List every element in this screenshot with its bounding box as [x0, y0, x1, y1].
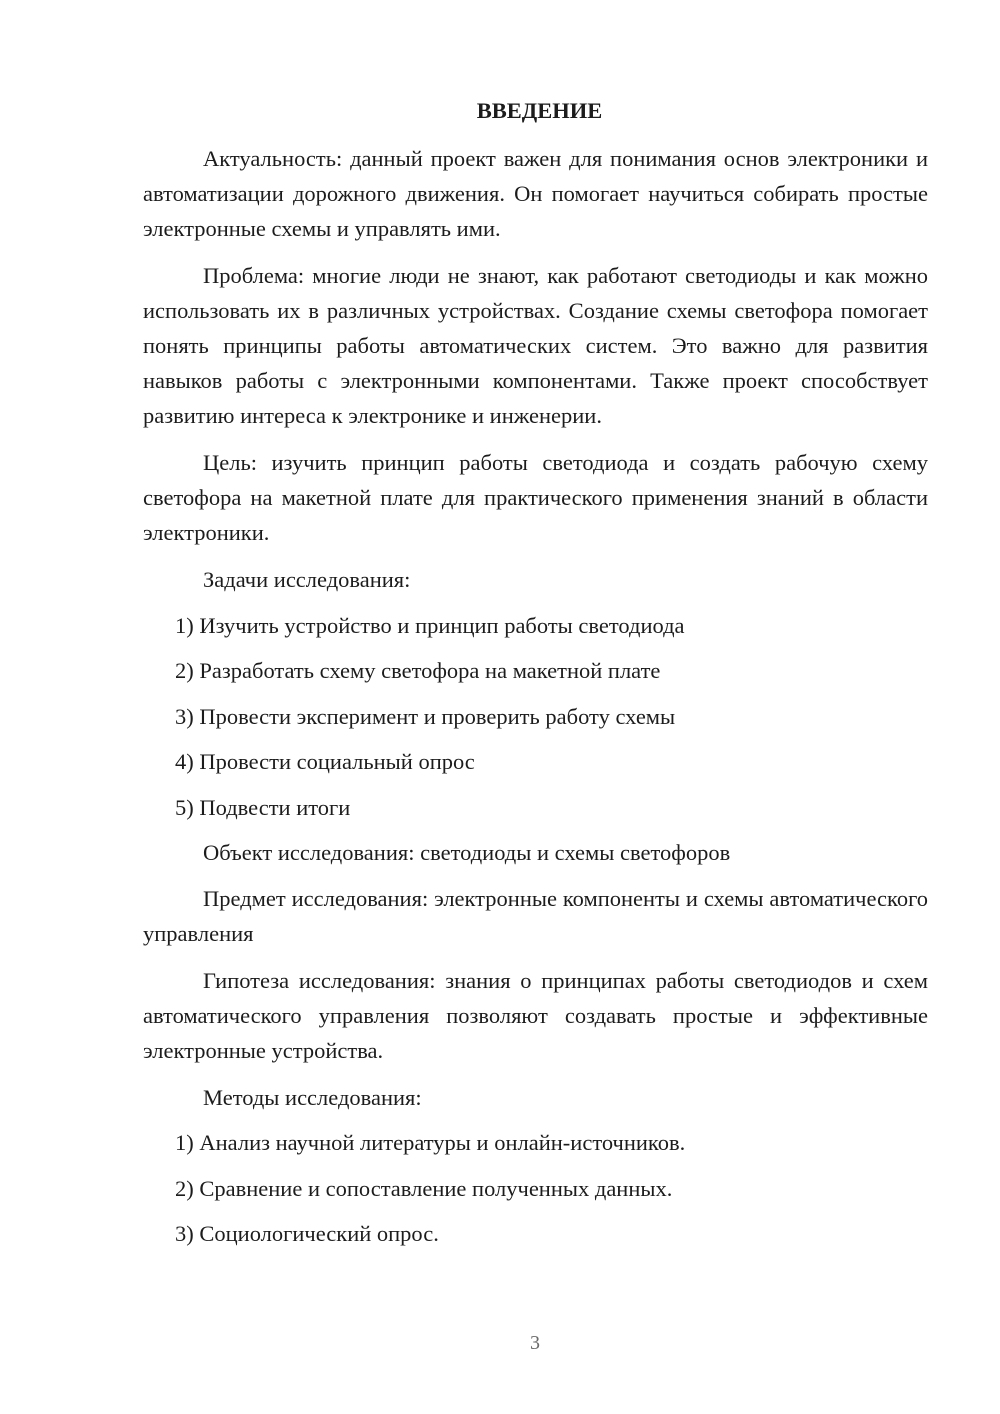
methods-heading: Методы исследования: — [203, 1084, 422, 1110]
task-item-1: 1) Изучить устройство и принцип работы светодиода — [175, 612, 685, 638]
method-item-1: 1) Анализ научной литературы и онлайн-источников. — [175, 1130, 686, 1155]
object-line: Объект исследования: светодиоды и схемы светофоров — [203, 840, 731, 865]
tasks-heading: Задачи исследования: — [203, 567, 411, 592]
task-item-2: 2) Разработать схему светофора на макетной плате — [175, 658, 661, 683]
method-item-2: 2) Сравнение и сопоставление полученных данных. — [175, 1175, 673, 1201]
relevance-paragraph: Актуальность: данный проект важен для понимания основ электроники и автоматизации дорожного движения. Он помогает научиться собирать простые электронные схемы и управлять ими. — [143, 146, 928, 241]
subject-paragraph: Предмет исследования: электронные компоненты и схемы автоматического управления — [143, 885, 928, 946]
page-content — [143, 94, 928, 1262]
problem-paragraph: Проблема: многие люди не знают, как работают светодиоды и как можно использовать их в различных устройствах. Создание схемы светофора помогает понять принципы работы автоматических систем. Это важно для развития навыков работы с электронными компонентами. Также проект способствует развитию интереса к электронике и инженерии. — [143, 263, 928, 428]
method-item-3: 3) Социологический опрос. — [175, 1221, 439, 1246]
hypothesis-paragraph: Гипотеза исследования: знания о принципах работы светодиодов и схем автоматического управления позволяют создавать простые и эффективные электронные устройства. — [143, 967, 928, 1063]
goal-paragraph: Цель: изучить принцип работы светодиода и создать рабочую схему светофора на макетной плате для практического применения знаний в области электроники. — [143, 450, 928, 545]
section-title: ВВЕДЕНИЕ — [476, 98, 603, 123]
task-item-5: 5) Подвести итоги — [175, 794, 351, 820]
task-item-4: 4) Провести социальный опрос — [175, 749, 475, 774]
page-number: 3 — [530, 1332, 540, 1354]
task-item-3: 3) Провести эксперимент и проверить работу схемы — [175, 703, 676, 729]
